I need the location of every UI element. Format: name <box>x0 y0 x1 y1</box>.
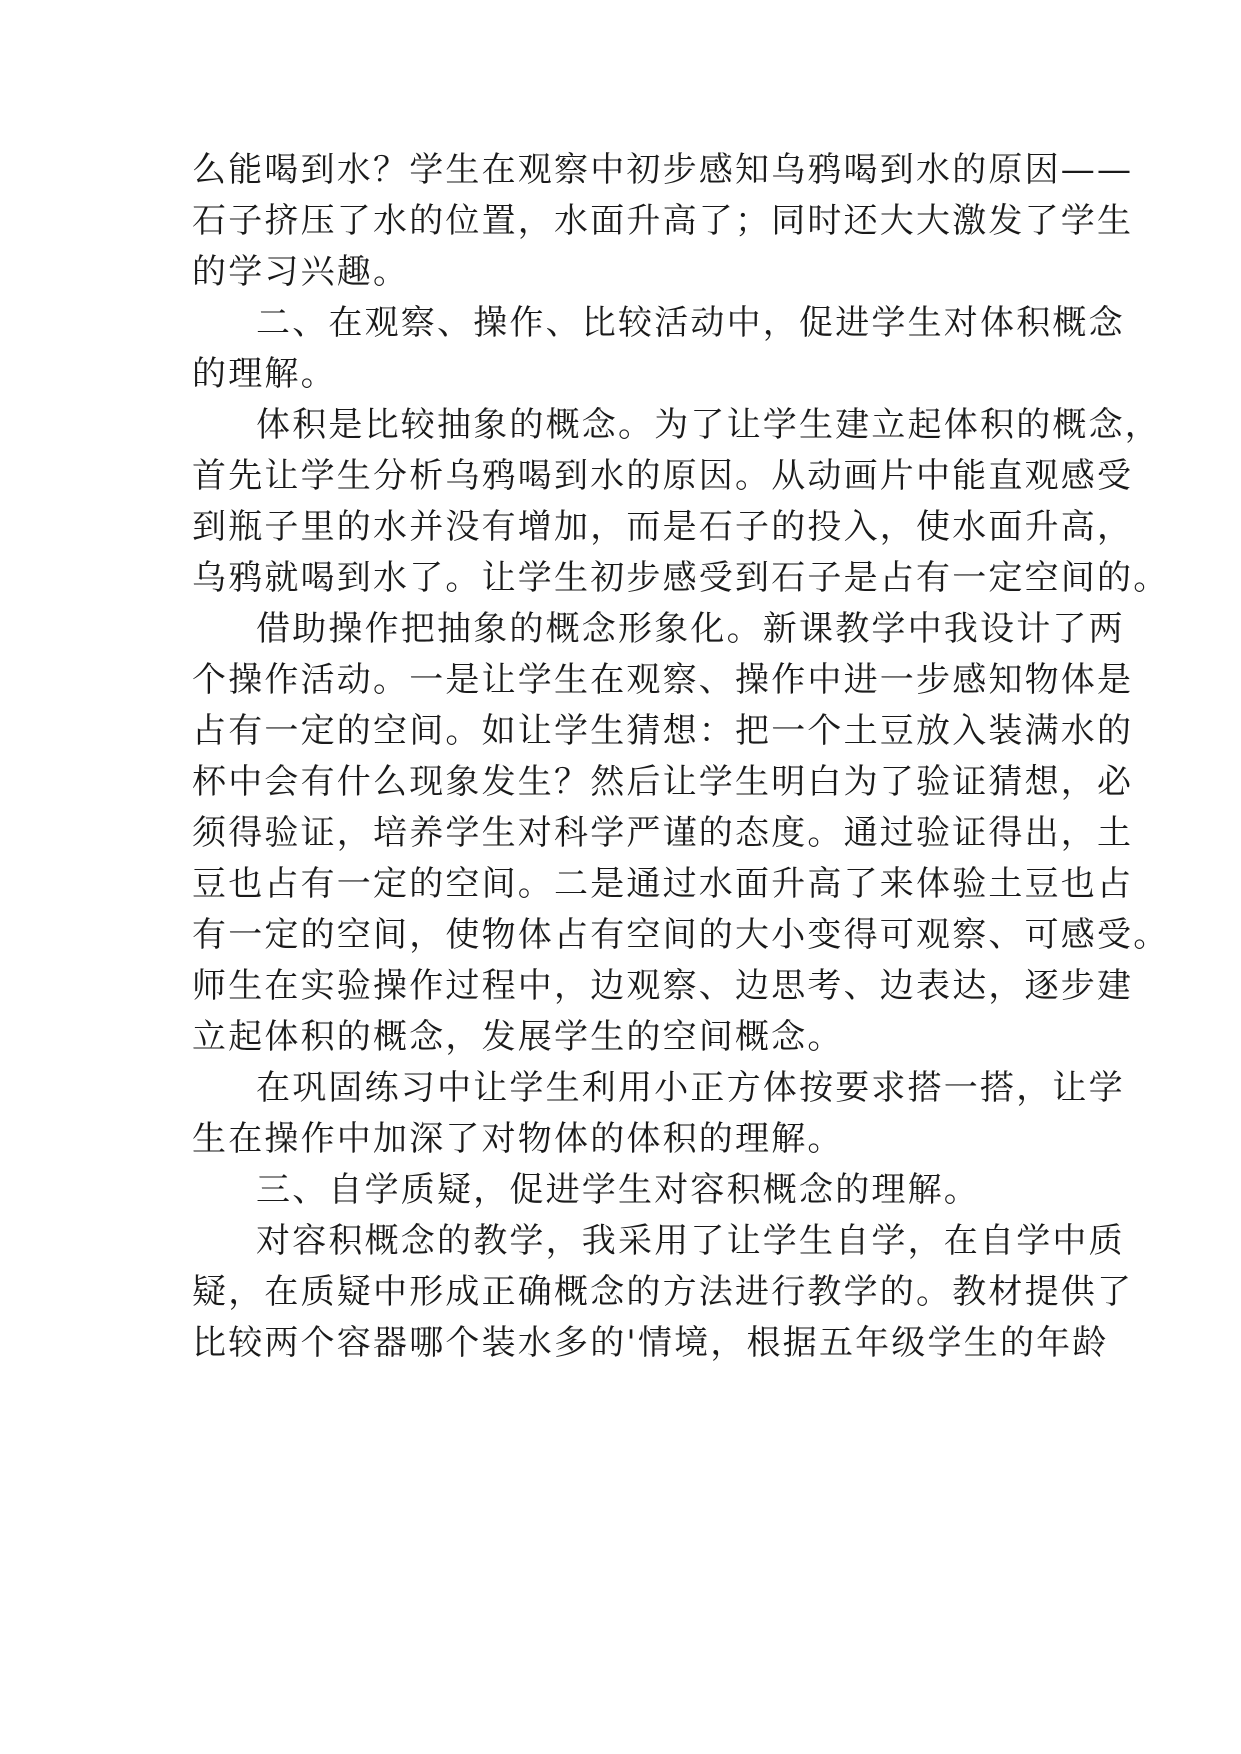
text-line: 么能喝到水？学生在观察中初步感知乌鸦喝到水的原因—— <box>192 150 1134 190</box>
paragraph-start: 在巩固练习中让学生利用小正方体按要求搭一搭，让学 <box>256 1068 1125 1108</box>
text-line: 杯中会有什么现象发生？然后让学生明白为了验证猜想，必 <box>192 762 1134 802</box>
paragraph-start: 对容积概念的教学，我采用了让学生自学，在自学中质 <box>256 1221 1125 1261</box>
text-line: 疑，在质疑中形成正确概念的方法进行教学的。教材提供了 <box>192 1272 1134 1312</box>
text-line: 师生在实验操作过程中，边观察、边思考、边表达，逐步建 <box>192 966 1134 1006</box>
text-line: 个操作活动。一是让学生在观察、操作中进一步感知物体是 <box>192 660 1134 700</box>
text-line: 比较两个容器哪个装水多的'情境，根据五年级学生的年龄 <box>192 1323 1109 1363</box>
paragraph-start: 体积是比较抽象的概念。为了让学生建立起体积的概念， <box>256 405 1161 445</box>
text-line: 有一定的空间，使物体占有空间的大小变得可观察、可感受。 <box>192 915 1170 955</box>
text-line: 到瓶子里的水并没有增加，而是石子的投入，使水面升高， <box>192 507 1134 547</box>
text-line: 须得验证，培养学生对科学严谨的态度。通过验证得出，土 <box>192 813 1134 853</box>
text-line: 豆也占有一定的空间。二是通过水面升高了来体验土豆也占 <box>192 864 1134 904</box>
text-line: 乌鸦就喝到水了。让学生初步感受到石子是占有一定空间的。 <box>192 558 1170 598</box>
text-line: 生在操作中加深了对物体的体积的理解。 <box>192 1119 844 1159</box>
paragraph-start: 借助操作把抽象的概念形象化。新课教学中我设计了两 <box>256 609 1125 649</box>
section-heading-2: 二、在观察、操作、比较活动中，促进学生对体积概念 <box>256 303 1125 343</box>
text-line: 的理解。 <box>192 354 337 394</box>
text-line: 首先让学生分析乌鸦喝到水的原因。从动画片中能直观感受 <box>192 456 1134 496</box>
text-line: 立起体积的概念，发展学生的空间概念。 <box>192 1017 844 1057</box>
text-line: 占有一定的空间。如让学生猜想：把一个土豆放入装满水的 <box>192 711 1134 751</box>
text-line: 石子挤压了水的位置，水面升高了；同时还大大激发了学生 <box>192 201 1134 241</box>
text-line: 的学习兴趣。 <box>192 252 410 292</box>
section-heading-3: 三、自学质疑，促进学生对容积概念的理解。 <box>256 1170 980 1210</box>
